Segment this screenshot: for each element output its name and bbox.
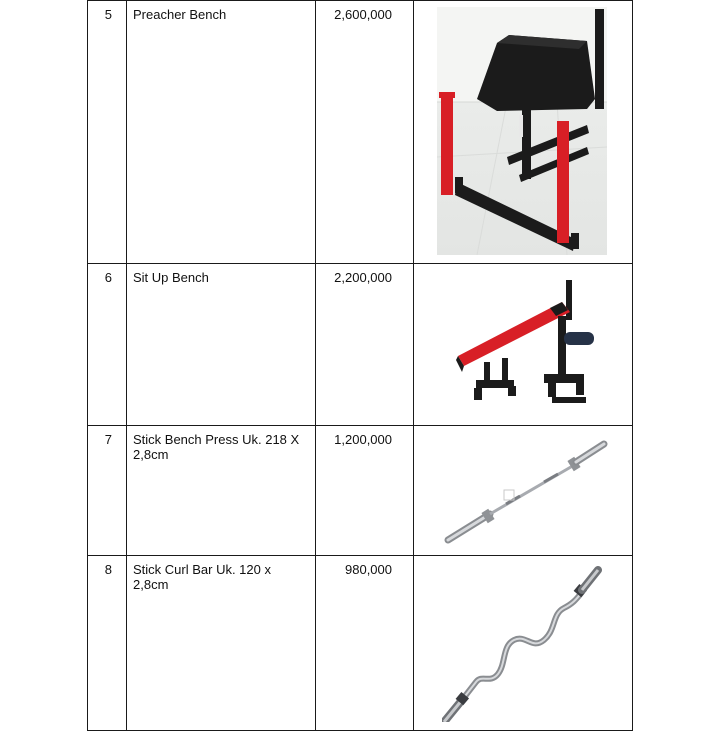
row-number-cell <box>88 1 127 264</box>
product-name: Sit Up Bench <box>133 270 209 285</box>
product-name-cell <box>127 264 316 426</box>
product-price: 1,200,000 <box>334 432 392 447</box>
image-cell <box>414 556 633 731</box>
product-price: 2,600,000 <box>334 7 392 22</box>
product-name: Stick Curl Bar Uk. 120 x 2,8cm <box>133 562 271 592</box>
price-cell <box>316 264 414 426</box>
price-cell <box>316 556 414 731</box>
table-row <box>88 264 633 426</box>
row-number: 5 <box>104 7 112 22</box>
product-name: Preacher Bench <box>133 7 227 22</box>
product-name: Stick Bench Press Uk. 218 X 2,8cm <box>133 432 300 462</box>
row-number-cell <box>88 426 127 556</box>
barbell-photo <box>440 434 610 546</box>
preacher-bench-photo <box>437 7 607 255</box>
image-cell <box>414 264 633 426</box>
image-cell <box>414 1 633 264</box>
sit-up-bench-photo <box>454 280 604 414</box>
row-number: 8 <box>104 562 112 577</box>
price-cell <box>316 426 414 556</box>
table-row <box>88 426 633 556</box>
row-number-cell <box>88 556 127 731</box>
table-row <box>88 556 633 731</box>
product-name-cell <box>127 426 316 556</box>
image-cell <box>414 426 633 556</box>
product-price: 2,200,000 <box>334 270 392 285</box>
product-price: 980,000 <box>345 562 392 577</box>
price-cell <box>316 1 414 264</box>
row-number-cell <box>88 264 127 426</box>
row-number: 7 <box>104 432 112 447</box>
curl-bar-photo <box>442 566 602 722</box>
product-name-cell <box>127 556 316 731</box>
table-row <box>88 1 633 264</box>
row-number: 6 <box>104 270 112 285</box>
product-table <box>87 0 633 731</box>
product-name-cell <box>127 1 316 264</box>
